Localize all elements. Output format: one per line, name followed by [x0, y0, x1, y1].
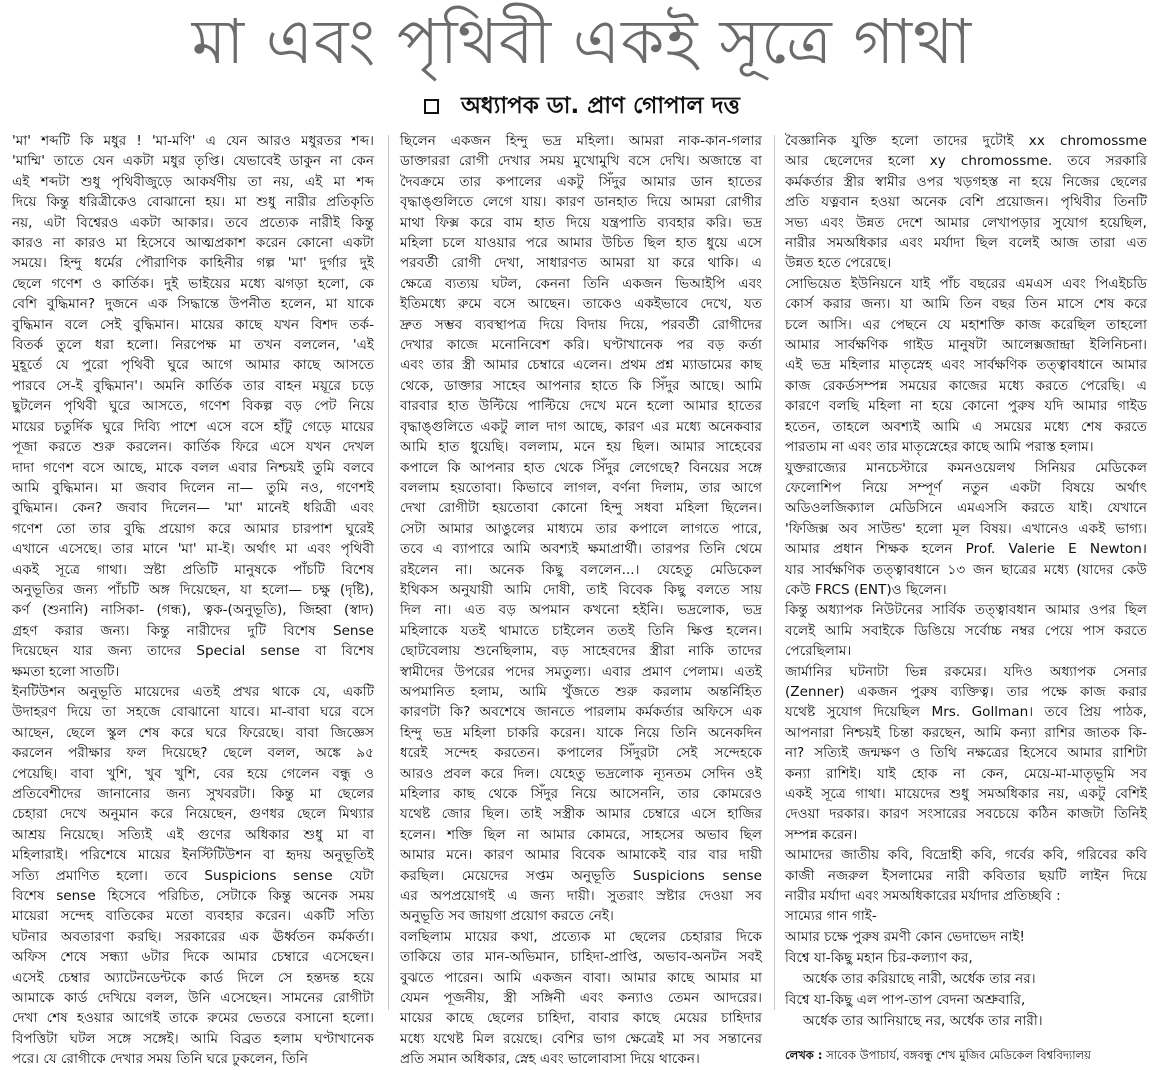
text-line: সভ্য এবং উন্নত দেশে আমার লেখাপড়ার সুযোগ হয়েছিল,: [785, 214, 1147, 231]
text-line: ডাক্তাররা রোগী দেখার সময় মুখোমুখি বসে দেখি। অজান্তে বা: [400, 153, 762, 170]
text-line: প্রতিবেশীদের জানানোর জন্য সুখবরটা। কিন্তু মা ছেলের: [12, 786, 374, 802]
text-line: বৈজ্ঞানিক যুক্তি হলো তাদের দুটোই xx chromossme: [785, 133, 1147, 149]
bullet-square-icon: [424, 99, 439, 114]
text-line: এর অপপ্রয়োগই এ জন্য দায়ী। সুতরাং স্রষ্টার দেওয়া সব: [400, 888, 762, 905]
text-line: বেশি বুদ্ধিমান? দুজনে এক সিদ্ধান্তে উপনীত হলেন, মা যাকে: [12, 296, 374, 313]
text-line: উন্নত হতে পেরেছে।: [785, 255, 892, 272]
text-line: করছিল। মেয়েদের সপ্তম অনুভূতি Suspicions sense: [400, 867, 762, 884]
poem-block: [785, 906, 1147, 1032]
text-line: প্রতি যত্নবান হওয়া অনেক বেশি প্রয়োজন। পৃথিবীর তিনটি: [785, 194, 1147, 211]
text-line: বিতর্ক তুলে ধরা হলো। নিরপেক্ষ মা তখন বললেন, 'এই: [12, 337, 374, 354]
text-line: ছিলেন একজন হিন্দু ভদ্র মহিলা। আমরা নাক-কান-গলার: [400, 133, 762, 149]
text-line: ক্ষেত্রে ব্যত্যয় ঘটল, কেননা তিনি একজন ভিআইপি এবং: [400, 275, 762, 292]
poem-line: বিশ্বে যা-কিছু এল পাপ-তাপ বেদনা অশ্রুবারি,: [785, 992, 1026, 1009]
text-line: ক্ষমতা হলো সাতটি।: [12, 663, 120, 680]
text-line: হতেন, তাহলে অবশ্যই আমি এ সময়ের মধ্যে শেষ করতে: [785, 418, 1147, 435]
text-line: সেটা আমার আঙুলের মাধ্যমে তার কপালে লাগতে পারে,: [400, 520, 762, 537]
text-line: স্বামীদের উপরের পদের সমতুল্য। এবার প্রমাণ পেলাম। এতই: [400, 663, 762, 680]
author-note-label: লেখক :: [785, 1048, 823, 1063]
byline: [0, 90, 1164, 122]
text-line: বুঝতে পারেন। আমি একজন বাবা। আমার কাছে আমার মা: [400, 969, 762, 986]
text-line: কারও না কারও মা হিসেবে আত্মপ্রকাশ করেন কোনো একটা: [12, 235, 374, 252]
text-line: এই ভদ্র মহিলার মাতৃস্নেহ এবং সার্বক্ষণিক তত্ত্বাবধানে আমার: [785, 357, 1147, 374]
text-line: বললাম হয়তোবা। কিভাবে লাগল, বর্ণনা দিলাম, তার আগে: [400, 479, 762, 496]
poem-line: বিশ্বে যা-কিছু মহান চির-কল্যাণ কর,: [785, 950, 973, 967]
text-line: সোভিয়েত ইউনিয়নে যাই পাঁচ বছরের এমএস এবং পিএইচডি: [785, 275, 1147, 292]
text-line: কন্যা রাশিই। যাই হোক না কেন, মেয়ে-মা-মাতৃভূমি সব: [785, 765, 1147, 782]
text-line: মহিলারাই। পরিশেষে মায়ের ইনস্টিটিউশন বা হৃদয় অনুভূতিই: [12, 847, 374, 864]
text-line: এই শব্দটা শুধু পৃথিবীজুড়ে আকর্ষণীয় তা নয়, এই মা শব্দ: [12, 173, 374, 190]
text-line: দ্রুত সম্ভব ব্যবস্থাপত্র দিয়ে বিদায় দিয়ে, পরবর্তী রোগীদের: [400, 316, 762, 333]
text-line: অফিস শেষে সন্ধ্যা ৬টার দিকে আমার চেম্বারে এসেছেন।: [12, 949, 374, 966]
text-line: সত্যি প্রমাণিত হলো। তবে Suspicions sense যেটা: [12, 867, 374, 884]
text-line: দেখার কাজে মনোনিবেশ করি। ঘণ্টাখানেক পর বড় কর্তা: [400, 337, 762, 354]
text-line: বিশেষ sense হিসেবে পরিচিত, সেটাকে কিন্তু অনেক সময়: [12, 888, 374, 905]
author-note: [785, 1046, 1147, 1064]
text-line: এখানে এসেছে। তার মানে 'মা' মা-ই। অর্থাৎ মা এবং পৃথিবী: [12, 541, 374, 558]
column-divider: [774, 135, 775, 1010]
text-line: বারবার হাত উল্টিয়ে পাল্টিয়ে দেখে মনে হলো আমার হাতের: [400, 398, 762, 415]
text-line: যার সার্বক্ষণিক তত্ত্বাবধানে ১৩ জন ছাত্রের মধ্যে (যাদের কেউ: [785, 561, 1147, 578]
text-line: তবে এ ব্যাপারে আমি অবশ্যই ক্ষমাপ্রার্থী। তারপর তিনি থেমে: [400, 541, 762, 558]
text-line: পারতাম না এবং তার মাতৃস্নেহের কাছে আমি পরাস্ত হলাম।: [785, 439, 1094, 456]
text-line: এবং তার স্ত্রী আমার চেম্বারে এলেন। প্রথম প্রশ্ন ম্যাডামের কাছ: [400, 357, 762, 374]
text-line: আরও প্রবল করে দিল। যেহেতু ভদ্রলোক ন্যূনতম সেদিন ওই: [400, 765, 762, 782]
text-line: আছেন, ছেলে স্কুল শেষ করে ঘরে ফিরেছে। বাবা জিজ্ঞেস: [12, 724, 374, 741]
text-line: করলেন পরীক্ষার ফল দিয়েছে? ছেলে বলল, অঙ্কে ৯৫: [12, 745, 374, 762]
text-line: মধ্যে যথেষ্ট মিল রয়েছে। বেশির ভাগ ক্ষেত্রেই মা সব সন্তানের: [400, 1030, 762, 1047]
text-line: গ্রহণ করার জন্য। কিন্তু নারীদের দুটি বিশেষ Sense: [12, 622, 374, 639]
author-name: অধ্যাপক ডা. প্রাণ গোপাল দত্ত: [461, 93, 740, 119]
text-line: কেউ FRCS (ENT)ও ছিলেন।: [785, 581, 947, 598]
text-line: আমার সার্বক্ষণিক গাইড মানুষটা আলেক্সজান্দ্রা ইলিনিচনা।: [785, 337, 1147, 354]
text-line: দাদা গণেশ বসে আছে, মাকে বলল এবার নিশ্চয়ই তুমি বলবে: [12, 459, 374, 476]
text-line: বুদ্ধিমান। কেন? জবাব দিলেন— 'মা' মানেই ধরিত্রী এবং: [12, 500, 374, 517]
text-line: আমাকে কার্ড দেখিয়ে বলল, উনি এসেছেন। সামনের রোগীটা: [12, 990, 374, 1007]
text-line: ছোটবেলায় শুনেছিলাম, বড় সাহেবদের স্ত্রীরা নাকি তাদের: [400, 643, 762, 660]
text-line: চেহারা দেখে অনুমান করে নিয়েছেন, গুণধর ছেলে মিথ্যার: [12, 806, 374, 823]
text-line: দিয়েছেন যার জন্য তাদের Special sense বা বিশেষ: [12, 643, 374, 660]
article-column-2: [400, 131, 762, 1068]
text-line: আমার মনে। কারণ আমার বিবেক আমাকেই বার বার দায়ী: [400, 847, 762, 864]
text-line: আপনারা নিশ্চয়ই চিন্তা করছেন, আমি কন্যা রাশির জাতক কি-: [785, 724, 1147, 741]
text-line: থেকে, ডাক্তার সাহেব আপনার হাতে কি সিঁদুর আছে। আমি: [400, 377, 762, 394]
text-line: ইতিমধ্যে রুমে বসে আছেন। তাকেও একইভাবে দেখে, যত: [400, 296, 762, 313]
text-line: না? সত্যিই জন্মক্ষণ ও তিথি নক্ষত্রের হিসেবে আমার রাশিটা: [785, 745, 1147, 762]
text-line: কর্মকর্তার স্ত্রীর স্বামীর ওপর খড়গহস্ত না হয়ে নিজের ছেলের: [785, 173, 1147, 190]
text-line: মহিলা চলে যাওয়ার পরে আমার উচিত ছিল হাত ধুয়ে এসে: [400, 235, 762, 252]
poem-line: আমার চক্ষে পুরুষ রমণী কোন ভেদাভেদ নাই!: [785, 929, 1025, 946]
text-line: 'ফিজিক্স অব সাউন্ড' হলো মূল বিষয়। এখানেও একই ভাগ্য।: [785, 520, 1147, 537]
text-line: পেয়েছি। বাবা খুশি, খুব খুশি, বের হয়ে গেলেন বন্ধু ও: [12, 765, 374, 782]
poem-line: অর্ধেক তার করিয়াছে নারী, অর্ধেক তার নর।: [803, 971, 1036, 988]
text-line: চলে আসি। এর পেছনে যে মহাশক্তি কাজ করেছিল তাহলো: [785, 316, 1147, 333]
text-line: ফেলোশিপ নিয়ে সম্পূর্ণ নতুন একটা বিষয়ে অর্থাৎ: [785, 479, 1147, 496]
text-line: আমি হাত ধুয়েছি। বললাম, মনে হয় ছিল। আমার সাহেবের: [400, 439, 762, 456]
text-line: সময়ে। হিন্দু ধর্মের পৌরাণিক কাহিনীর গল্প 'মা' দুর্গার দুই: [12, 255, 374, 272]
column-divider: [388, 135, 389, 1010]
headline: মা এবং পৃথিবী একই সূত্রে গাথা: [191, 5, 973, 78]
text-line: জার্মানির ঘটনাটা ভিন্ন রকমের। যদিও অধ্যাপক সেনার: [785, 663, 1147, 680]
text-line: মুহূর্তে যে পুরো পৃথিবী ঘুরে আগে আমার কাছে আসতে: [12, 357, 374, 374]
text-line: এসেই চেম্বার অ্যাটেনডেন্টকে কার্ড দিলে সে হন্তদন্ত হয়ে: [12, 969, 374, 986]
text-line: কপালে কি আপনার হাত থেকে সিঁদুর লেগেছে? বিনয়ের সঙ্গে: [400, 459, 762, 476]
text-line: পরে। যে রোগীকে দেখার সময় তিনি ঘরে ঢুকলেন, তিনি: [12, 1051, 308, 1068]
text-line: কারণে বলছি মহিলা না হয়ে কোনো পুরুষ যদি আমার গাইড: [785, 398, 1147, 415]
text-line: যুক্তরাজ্যের মানচেস্টারে কমনওয়েলথ সিনিয়র মেডিকেল: [785, 459, 1147, 476]
text-line: হিন্দু ভদ্র মহিলা চাকরি করেন। যাকে নিয়ে তিনি অনেকদিন: [400, 724, 762, 741]
text-line: মায়ের কাছে ছেলের চাহিদা, বাবার কাছে মেয়ের চাহিদার: [400, 1010, 762, 1027]
text-line: অনুভূতির জন্য পাঁচটি অঙ্গ দিয়েছেন, যা হলো— চক্ষু (দৃষ্টি),: [12, 581, 374, 598]
text-line: নারীর মর্যাদা এবং সমঅধিকারের মর্যাদার প্রতিচ্ছবি :: [785, 888, 1061, 905]
text-line: মহিলার কাছ থেকে সিঁদুর নিয়ে আসেননি, তার কোমরেও: [400, 786, 762, 802]
poem-line: অর্ধেক তার আনিয়াছে নর, অর্ধেক তার নারী।: [803, 1013, 1043, 1030]
text-line: রইলেন না। অনেক কিছু বললেন...। যেহেতু মেডিকেল: [400, 561, 762, 578]
text-line: (Zenner) একজন পুরুষ ব্যক্তিত্ব। তার পক্ষে কাজ করার: [785, 683, 1147, 700]
text-line: কারণটা কি? অবশেষে জানতে পারলাম কর্মকর্তার অফিসে এক: [400, 704, 762, 721]
text-line: নয়, এটা বিশ্বেরও একটা আকার। তবে প্রত্যেক নারীই কিন্তু: [12, 214, 374, 231]
text-line: সম্পন্ন করেন।: [785, 826, 858, 843]
text-line: ছুটলেন পৃথিবী ঘুরে আসতে, গণেশ বিকল্প বড় পেট নিয়ে: [12, 398, 374, 415]
text-line: বৃদ্ধাঙ্গুলিতে লেগে যায়। কারণ ডানহাত দিয়ে আমরা রোগীর: [400, 194, 762, 211]
text-line: পারবে সে-ই বুদ্ধিমান'। অমনি কার্তিক তার বাহন ময়ূরে চড়ে: [12, 377, 374, 394]
text-line: 'মাম্মি' তাতে যেন একটা মধুর তৃপ্তি। যেভাবেই ডাকুন না কেন: [12, 153, 374, 170]
text-line: আমার প্রধান শিক্ষক হলেন Prof. Valerie E Newton।: [785, 541, 1147, 558]
text-line: ইনটিউশন অনুভূতি মায়েদের এতই প্রখর থাকে যে, একটি: [12, 683, 374, 700]
text-line: দেখা শেষ হওয়ার আগেই তাকে রুমের ভেতরে বসানো হলো।: [12, 1010, 374, 1027]
text-line: তাকিয়ে তার মান-অভিমান, চাহিদা-প্রাপ্তি, অভাব-অনটন সবই: [400, 949, 762, 966]
text-line: উদাহরণ দিয়ে তা সহজে বোঝানো যাবে। মা-বাবা ঘরে বসে: [12, 704, 374, 721]
text-line: একই সূত্রে গাথা। মায়েদের শুধু সমঅধিকার নয়, একটু বেশিই: [785, 786, 1147, 802]
article-column-1: [12, 131, 374, 1068]
text-line: বুদ্ধিমান বলে সেই বুদ্ধিমান। মায়ের কাছে যখন বিশদ তর্ক-: [12, 316, 374, 333]
text-line: কর্ণ (শুনানি) নাসিকা- (গন্ধ), ত্বক-(অনুভূতি), জিহ্বা (স্বাদ): [12, 602, 374, 619]
text-line: যেমন পূজনীয়, স্ত্রী সঙ্গিনী এবং কন্যাও তেমন আদরের।: [400, 990, 762, 1007]
text-line: বলছিলাম মায়ের কথা, প্রত্যেক মা ছেলের চেহারার দিকে: [400, 928, 762, 945]
text-line: হলেন। শক্তি ছিল না আমার কোমরে, সাহসের অভাব ছিল: [400, 826, 762, 843]
text-line: ইথিকস অনুযায়ী আমি দোষী, তাই বিবেক কিছু বলতে সায়: [400, 581, 762, 598]
text-line: আশ্রয় নিয়েছে। সত্যিই এই গুণের অধিকার শুধু মা বা: [12, 826, 374, 843]
text-line: দেওয়া দরকার। কারণ সংসারের সবচেয়ে কঠিন কাজটা তিনিই: [785, 806, 1147, 823]
text-line: কাজী নজরুল ইসলামের নারী কবিতার ছয়টি লাইন দিয়ে: [785, 867, 1147, 884]
text-line: গণেশ তো তার বুদ্ধি প্রয়োগ করে আমার চারপাশ ঘুরেই: [12, 520, 374, 537]
text-line: মাথা ফিক্স করে বাম হাত দিয়ে যন্ত্রপাতি ব্যবহার করি। ভদ্র: [400, 214, 762, 231]
text-line: 'মা' শব্দটি কি মধুর ! 'মা-মণি' এ যেন আরও মধুরতর শব্দ।: [12, 133, 374, 149]
text-line: দেখা রোগীটা হয়তোবা কোনো হিন্দু সধবা মহিলা ছিলেন।: [400, 500, 762, 517]
text-line: মায়ের চতুর্দিক ঘুরে দিব্যি পাশে এসে বসে হাঁটু গেড়ে মায়ের: [12, 418, 374, 435]
text-line: দৈবক্রমে তার কপালের একটু সিঁদুর আমার ডান হাতের: [400, 173, 762, 190]
text-line: আমাদের জাতীয় কবি, বিদ্রোহী কবি, গর্বের কবি, গরিবের কবি: [785, 847, 1147, 864]
text-line: প্রতি সমান অধিকার, স্নেহ এবং ভালোবাসা দিয়ে থাকেন।: [400, 1051, 700, 1068]
author-note-text: সাবেক উপাচার্য, বঙ্গবন্ধু শেখ মুজিব মেডিকেল বিশ্ববিদ্যালয়: [826, 1048, 1091, 1063]
text-line: বিপত্তিটা ঘটল সঙ্গে সঙ্গেই। আমি বিব্রত হলাম ঘণ্টাখানেক: [12, 1030, 374, 1047]
text-line: মায়েরা সন্দেহ বাতিকের মতো ব্যবহার করেন। একটি সত্যি: [12, 908, 374, 925]
text-line: যথেষ্ট জোর ছিল। তাই সস্ত্রীক আমার চেম্বারে এসে হাজির: [400, 806, 762, 823]
text-line: ঘটনার অবতারণা করছি। সরকারের এক ঊর্ধ্বতন কর্মকর্তা।: [12, 928, 374, 945]
text-line: অডিওলজিক্যাল মেডিসিনে এমএসসি করতে যাই। যেখানে: [785, 500, 1147, 517]
text-line: পূজা করতে শুরু করলেন। কার্তিক ফিরে এসে যখন দেখল: [12, 439, 374, 456]
text-line: মহিলাকে যতই থামাতে চাইলেন ততই তিনি ক্ষিপ্ত হলেন।: [400, 622, 762, 639]
text-line: দিল না। এত বড় অপমান কখনো হইনি। ভদ্রলোক, ভদ্র: [400, 602, 762, 619]
text-line: পরবর্তী রোগী দেখা, সাধারণত আমরা যা করে থাকি। এ: [400, 255, 762, 272]
text-line: আমি বুদ্ধিমান। মা জবাব দিলেন না— তুমি নও, গণেশই: [12, 479, 374, 496]
text-line: পেরেছিলাম।: [785, 643, 852, 660]
text-line: দিয়ে কিন্তু ধরিত্রীকেও বোঝানো হয়। মা শুধু নারীর প্রতিকৃতি: [12, 194, 374, 211]
text-line: একই সূত্রে গাথা। স্রষ্টা প্রতিটি মানুষকে পাঁচটি বিশেষ: [12, 561, 374, 578]
text-line: অনুভূতি সব জায়গা প্রয়োগ করতে নেই।: [400, 908, 614, 925]
text-line: বৃদ্ধাঙ্গুলিতে একটু লাল দাগ আছে, কারণ এর মধ্যে অনেকবার: [400, 418, 762, 435]
text-line: অপমানিত হলাম, আমি খুঁজতে শুরু করলাম অন্তর্নিহিত: [400, 683, 762, 700]
text-line: কিন্তু অধ্যাপক নিউটনের সার্বিক তত্ত্বাবধান আমার ওপর ছিল: [785, 602, 1147, 619]
text-line: কাজ রেকর্ডসম্পন্ন সময়ের কাজের মধ্যে করতে পেরেছি। এ: [785, 377, 1147, 394]
text-line: নারীর সমঅধিকার এবং মর্যাদা ছিল বলেই আজ তারা এত: [785, 235, 1147, 252]
text-line: ধরেই সন্দেহ করতেন। কপালের সিঁদুরটা সেই সন্দেহকে: [400, 745, 762, 762]
text-line: ছেলে গণেশ ও কার্তিক। দুই ভাইয়ের মধ্যে ঝগড়া হলো, কে: [12, 275, 374, 292]
article-column-3: [785, 131, 1147, 1063]
text-line: আর ছেলেদের হলো xy chromossme. তবে সরকারি: [785, 153, 1147, 170]
text-line: কোর্স করার জন্য। যা আমি তিন বছর তিন মাসে শেষ করে: [785, 296, 1147, 313]
text-line: যথেষ্ট সুযোগ দিয়েছিল Mrs. Gollman। তবে প্রিয় পাঠক,: [785, 704, 1147, 721]
text-line: বলেই আমি সবাইকে ডিঙিয়ে সর্বোচ্চ নম্বর পেয়ে পাস করতে: [785, 622, 1147, 639]
poem-line: সাম্যের গান গাই-: [785, 908, 877, 925]
